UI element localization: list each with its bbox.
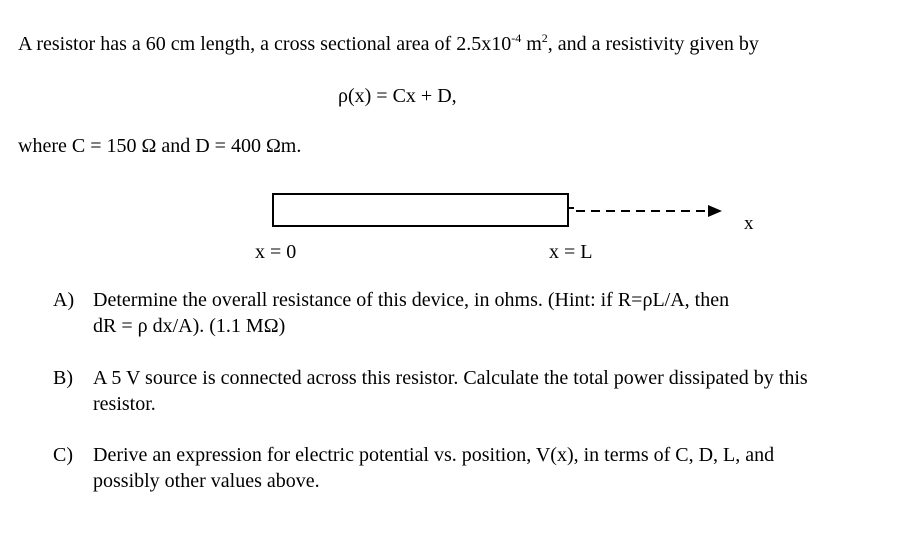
right-end-label: x = L [549, 241, 593, 263]
question-b-line1: A 5 V source is connected across this resistor. Calculate the total power dissipated by this [93, 367, 808, 389]
question-c-line1: Derive an expression for electric potential vs. position, V(x), in terms of C, D, L, and [93, 444, 775, 466]
question-c-text [93, 442, 883, 494]
intro-exponent-area: -4 [511, 31, 522, 45]
left-end-label: x = 0 [255, 241, 297, 263]
intro-text-end: , and a resistivity given by [547, 33, 759, 55]
question-b-text [93, 365, 883, 417]
intro-exponent-unit: 2 [541, 31, 548, 45]
question-a-letter: A) [53, 289, 75, 311]
question-b-line2: resistor. [93, 393, 156, 415]
resistor-diagram [0, 180, 924, 270]
resistivity-formula: ρ(x) = Cx + D, [338, 85, 457, 107]
question-b-letter: B) [53, 367, 73, 389]
intro-text-unit: m [521, 33, 542, 55]
intro-text-start: A resistor has a 60 cm length, a cross sectional area of 2.5x10 [18, 33, 512, 55]
constants-definition: where C = 150 Ω and D = 400 Ωm. [18, 135, 302, 157]
x-axis-label: x [744, 213, 754, 234]
resistor-rectangle [273, 194, 568, 226]
question-c-letter: C) [53, 444, 73, 466]
question-a-line1: Determine the overall resistance of this device, in ohms. (Hint: if R=ρL/A, then [93, 289, 730, 311]
problem-intro [18, 32, 759, 58]
question-a-text [93, 287, 883, 339]
question-a-line2: dR = ρ dx/A). (1.1 MΩ) [93, 315, 286, 337]
question-c-line2: possibly other values above. [93, 470, 320, 492]
x-axis-arrowhead-icon [708, 205, 722, 217]
